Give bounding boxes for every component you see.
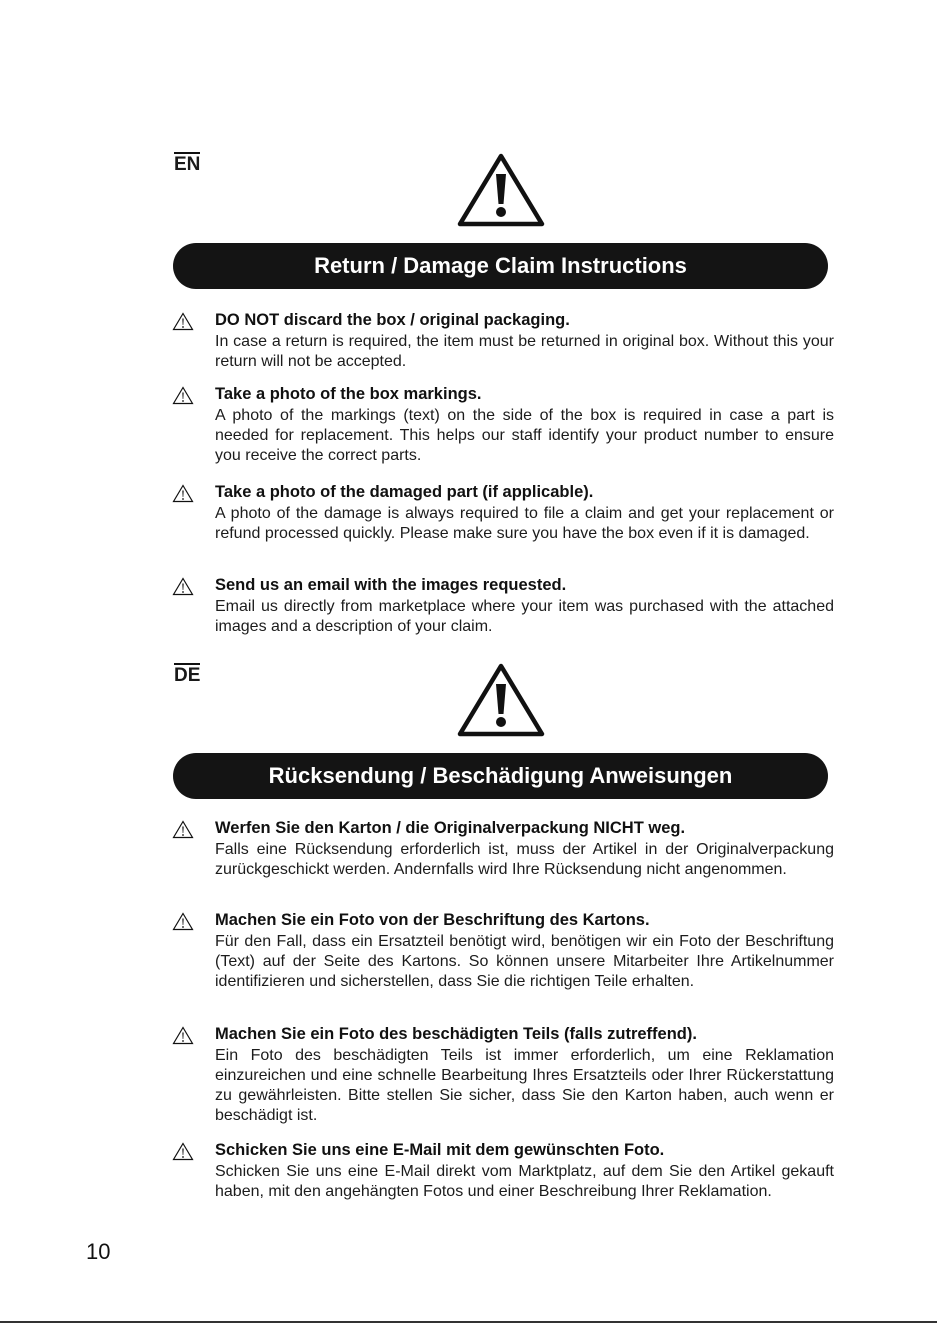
instruction-title: Machen Sie ein Foto des beschädigten Teils (falls zutreffend). xyxy=(215,1025,697,1043)
warning-triangle-icon xyxy=(456,662,546,738)
instruction-text: A photo of the markings (text) on the side of the box is required in case a part is needed for replacement. This helps our staff identify your product number to ensure you receive the correct parts. xyxy=(215,407,834,464)
instruction-text: A photo of the damage is always required to file a claim and get your replacement or refund processed quickly. Please make sure you have the box even if it is damaged. xyxy=(215,505,834,542)
page-bottom-rule xyxy=(0,1321,937,1323)
instruction-title: Machen Sie ein Foto von der Beschriftung des Kartons. xyxy=(215,911,650,929)
warning-triangle-icon xyxy=(172,820,194,839)
instruction-text: In case a return is required, the item must be returned in original box. Without this your return will not be accepted. xyxy=(215,333,834,370)
warning-triangle-icon xyxy=(172,484,194,503)
instruction-title: Take a photo of the box markings. xyxy=(215,385,482,403)
instruction-title: Send us an email with the images requested. xyxy=(215,576,567,594)
section-banner-en: Return / Damage Claim Instructions xyxy=(173,243,828,289)
warning-triangle-icon xyxy=(456,152,546,228)
language-label-en: EN xyxy=(174,154,201,175)
page-number: 10 xyxy=(86,1239,111,1264)
warning-triangle-icon xyxy=(172,1142,194,1161)
instruction-text: Email us directly from marketplace where your item was purchased with the attached images and a description of your claim. xyxy=(215,598,834,635)
instruction-text: Ein Foto des beschädigten Teils ist immer erforderlich, um eine Reklamation einzureichen und eine schnelle Bearbeitung Ihres Ersatzteils oder Ihrer Rückerstattung zu gewährleisten. Bitte stellen Sie sicher, dass Sie den Karton haben, auch wenn er beschädigt ist. xyxy=(215,1047,834,1124)
warning-triangle-icon xyxy=(172,312,194,331)
warning-triangle-icon xyxy=(172,577,194,596)
warning-triangle-icon xyxy=(172,1026,194,1045)
instruction-title: Take a photo of the damaged part (if applicable). xyxy=(215,483,594,501)
language-label-de: DE xyxy=(174,665,201,686)
warning-triangle-icon xyxy=(172,386,194,405)
warning-triangle-icon xyxy=(172,912,194,931)
instruction-title: DO NOT discard the box / original packaging. xyxy=(215,311,570,329)
instruction-text: Für den Fall, dass ein Ersatzteil benötigt wird, benötigen wir ein Foto der Beschriftung (Text) auf der Seite des Kartons. So können unsere Mitarbeiter Ihre Artikelnummer identifizieren und sicherstellen, dass Sie die richtigen Teile erhalten. xyxy=(215,933,834,990)
instruction-text: Falls eine Rücksendung erforderlich ist, muss der Artikel in der Originalverpackung zurückgeschickt werden. Andernfalls wird Ihre Rücksendung nicht angenommen. xyxy=(215,841,834,878)
instruction-text: Schicken Sie uns eine E-Mail direkt vom Marktplatz, auf dem Sie den Artikel gekauft haben, mit den angehängten Fotos und einer Beschreibung Ihrer Reklamation. xyxy=(215,1163,834,1200)
instruction-title: Schicken Sie uns eine E-Mail mit dem gewünschten Foto. xyxy=(215,1141,665,1159)
section-banner-de: Rücksendung / Beschädigung Anweisungen xyxy=(173,753,828,799)
instruction-title: Werfen Sie den Karton / die Originalverpackung NICHT weg. xyxy=(215,819,686,837)
